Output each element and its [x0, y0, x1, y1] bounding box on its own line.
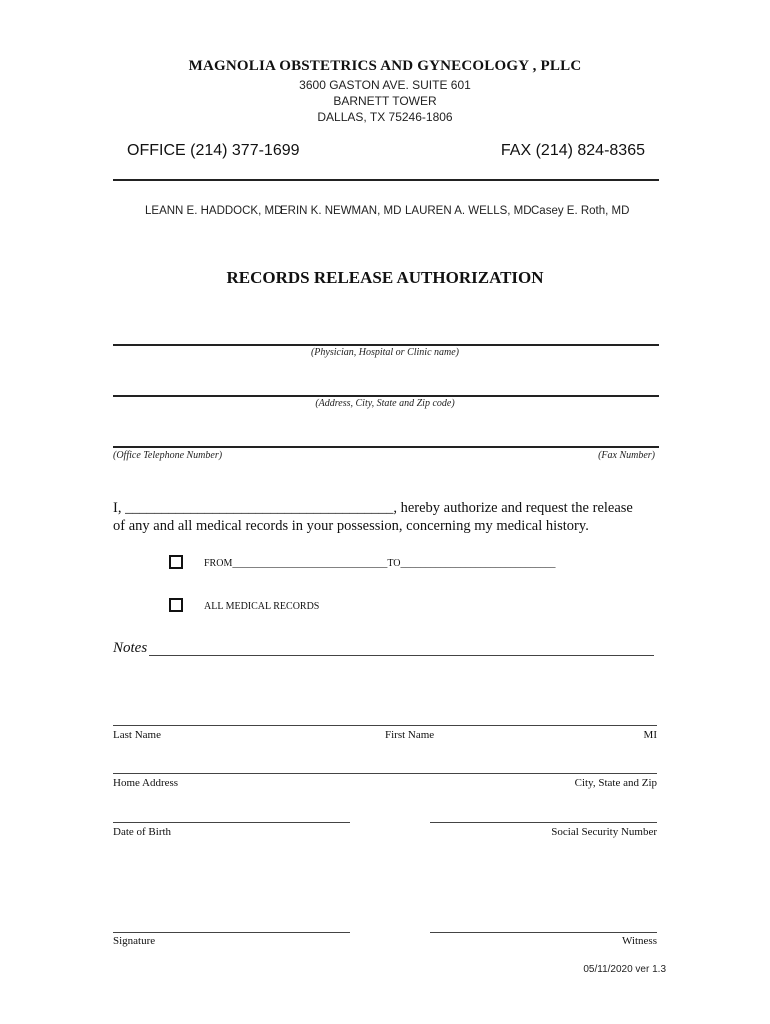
physician-name: LAUREN A. WELLS, MD [405, 205, 532, 217]
date-of-birth-line[interactable] [113, 822, 350, 823]
provider-address-line[interactable] [113, 395, 659, 397]
name-line[interactable] [113, 725, 657, 726]
provider-name-line[interactable] [113, 344, 659, 346]
signature-line[interactable] [113, 932, 350, 933]
all-records-checkbox[interactable] [169, 598, 183, 612]
home-address-line[interactable] [113, 773, 657, 774]
authorization-statement-line-2: of any and all medical records in your possession, concerning my medical history. [113, 518, 589, 534]
fax-number-caption: (Fax Number) [598, 450, 655, 461]
home-address-label: Home Address [113, 777, 179, 789]
version-label: 05/11/2020 ver 1.3 [583, 964, 666, 975]
header-divider [113, 179, 659, 181]
physician-name: LEANN E. HADDOCK, MD [145, 205, 283, 217]
address-line-1: 3600 GASTON AVE. SUITE 601 [299, 78, 471, 92]
fax-number: FAX (214) 824-8365 [500, 142, 645, 159]
practice-name: MAGNOLIA OBSTETRICS AND GYNECOLOGY , PLLC [188, 58, 582, 74]
office-phone: OFFICE (214) 377-1699 [127, 142, 300, 159]
ssn-line[interactable] [430, 822, 657, 823]
notes-line[interactable] [149, 655, 654, 656]
office-phone-caption: (Office Telephone Number) [113, 450, 223, 461]
authorization-statement-line-1: I, _____________________________________, hereby authorize and request the release [113, 500, 633, 516]
provider-phone-fax-line[interactable] [113, 446, 659, 448]
first-name-label: First Name [385, 729, 435, 741]
address-line-2: BARNETT TOWER [333, 94, 437, 108]
mi-label: MI [643, 729, 657, 741]
address-line-3: DALLAS, TX 75246-1806 [317, 110, 453, 124]
provider-address-caption: (Address, City, State and Zip code) [315, 398, 455, 409]
date-range-checkbox[interactable] [169, 555, 183, 569]
last-name-label: Last Name [113, 729, 161, 741]
witness-line[interactable] [430, 932, 657, 933]
date-range-option: FROM_______________________________TO_______________________________ [204, 558, 556, 569]
physician-name: Casey E. Roth, MD [531, 205, 630, 217]
ssn-label: Social Security Number [551, 826, 657, 838]
signature-label: Signature [113, 935, 156, 947]
physician-name: ERIN K. NEWMAN, MD [280, 205, 402, 217]
witness-label: Witness [622, 935, 657, 947]
all-records-option: ALL MEDICAL RECORDS [204, 601, 320, 612]
notes-label: Notes [113, 640, 148, 656]
provider-name-caption: (Physician, Hospital or Clinic name) [310, 347, 460, 358]
form-title: RECORDS RELEASE AUTHORIZATION [226, 268, 544, 287]
city-state-zip-label: City, State and Zip [574, 777, 657, 789]
date-of-birth-label: Date of Birth [113, 826, 172, 838]
